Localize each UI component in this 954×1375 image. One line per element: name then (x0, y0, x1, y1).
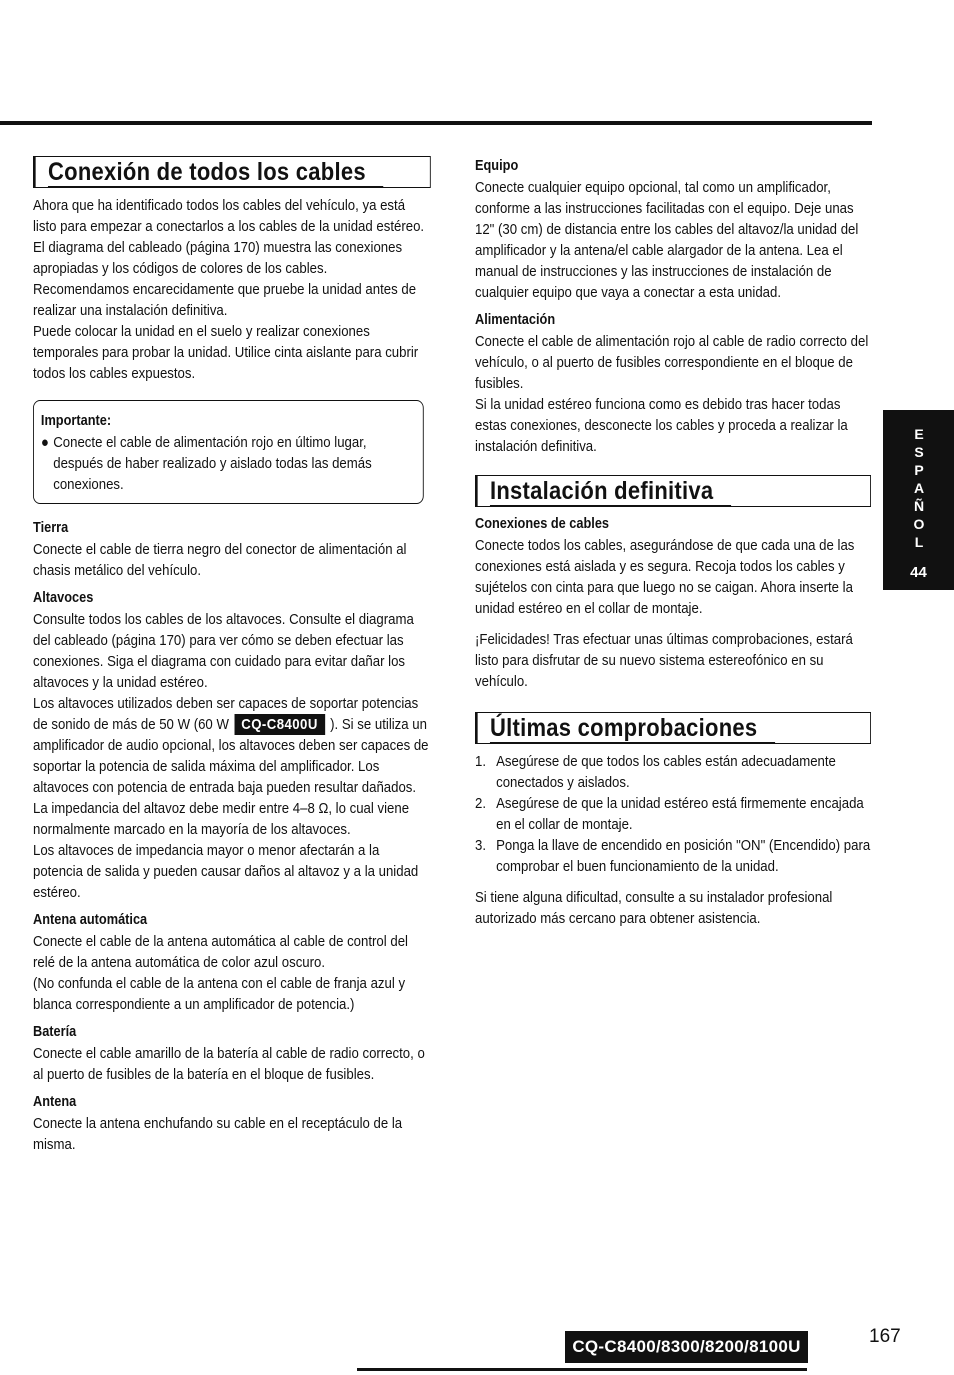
paragraph-conexiones: Conecte todos los cables, asegurándose de que cada una de las conexiones está aislada y es segura. Recoja todos los cables y sujételos con cinta para que luego no se caigan. Ahora inserte la unidad estéreo en el collar de montaje. (475, 537, 855, 617)
section-title-conexion: Conexión de todos los cables (33, 156, 431, 188)
section-title-ultimas: Últimas comprobaciones (475, 712, 871, 744)
bullet-icon: ● (40, 434, 49, 451)
checklist (475, 751, 871, 877)
paragraph-antena-automatica-2: (No confunda el cable de la antena con el cable de franja azul y blanca correspondiente a un amplificador de potencia.) (33, 975, 406, 1013)
side-tab-letters: E S P A Ñ O L (913, 426, 925, 550)
paragraph-bateria: Conecte el cable amarillo de la batería al cable de radio correcto, o al puerto de fusibles de la batería en el bloque de fusibles. (33, 1045, 425, 1083)
heading-antena: Antena (33, 1094, 77, 1110)
page-number: 167 (869, 1326, 901, 1347)
heading-equipo: Equipo (475, 158, 519, 174)
note-bullet (41, 432, 414, 495)
side-tab-number: 44 (910, 564, 927, 581)
right-column (475, 156, 871, 929)
left-column (33, 156, 431, 1155)
intro-paragraph-3: Puede colocar la unidad en el suelo y realizar conexiones temporales para probar la unidad. Utilice cinta aislante para cubrir todos los cables expuestos. (33, 323, 419, 382)
paragraph-alimentacion-1: Conecte el cable de alimentación rojo al cable de radio correcto del vehículo, o al puerto de fusibles correspondiente en el bloque de fusibles. (475, 333, 869, 392)
list-item: 3. Ponga la llave de encendido en posición "ON" (Encendido) para comprobar el buen funcionamiento de la unidad. (475, 837, 871, 875)
paragraph-equipo: Conecte cualquier equipo opcional, tal como un amplificador, conforme a las instrucciones facilitadas con el equipo. Deje unas 12" (30 cm) de distancia entre los cables del altavoz/la unidad del amplificador y la antena/el cable alargador de la antena. Lea el manual de instrucciones y las instrucciones de instalación de cualquier equipo que vaya a conectar a esta unidad. (475, 179, 859, 301)
paragraph-final: Si tiene alguna dificultad, consulte a su instalador profesional autorizado más cercano para obtener asistencia. (475, 889, 833, 927)
paragraph-felicidades: ¡Felicidades! Tras efectuar unas últimas comprobaciones, estará listo para disfrutar de su nuevo sistema estereofónico en su vehículo. (475, 631, 853, 690)
paragraph-antena: Conecte la antena enchufando su cable en el receptáculo de la misma. (33, 1115, 403, 1153)
model-badge-inline: CQ-C8400U (234, 714, 325, 735)
heading-altavoces: Altavoces (33, 590, 94, 606)
list-item: 1. Asegúrese de que todos los cables están adecuadamente conectados y aislados. (475, 753, 836, 791)
section-title-instalacion: Instalación definitiva (475, 475, 871, 507)
language-side-tab (883, 410, 954, 590)
heading-tierra: Tierra (33, 520, 69, 536)
heading-alimentacion: Alimentación (475, 312, 556, 328)
paragraph-altavoces-1: Consulte todos los cables de los altavoces. Consulte el diagrama del cableado (página 170) para ver cómo se deben efectuar las conexiones. Siga el diagrama con cuidado para evitar dañar los altavoces y la unidad estéreo. (33, 611, 414, 691)
paragraph-altavoces-3: Los altavoces de impedancia mayor o menor afectarán a la potencia de salida y pueden causar daños al altavoz y a la unidad estéreo. (33, 842, 419, 901)
heading-bateria: Batería (33, 1024, 77, 1040)
note-bullet-text: Conecte el cable de alimentación rojo en último lugar, después de haber realizado y aislado todas las demás conexiones. (53, 434, 372, 493)
note-title: Importante: (40, 413, 112, 429)
paragraph-alimentacion-2: Si la unidad estéreo funciona como es debido tras hacer todas estas conexiones, desconecte los cables y proceda a realizar la instalación definitiva. (475, 396, 848, 455)
paragraph-altavoces-2: Los altavoces utilizados deben ser capaces de soportar potencias de sonido de más de 50 W (60 W CQ-C8400U ). Si se utiliza un amplificador de audio opcional, los altavoces deben ser capaces de soportar la potencia de salida máxima del amplificador. Los altavoces con potencia de entrada baja pueden resultar dañados. La impedancia del altavoz debe medir entre 4–8 Ω, lo cual viene normalmente marcado en la mayoría de los altavoces. (33, 695, 429, 838)
top-rule (0, 121, 872, 125)
paragraph-tierra: Conecte el cable de tierra negro del conector de alimentación al chasis metálico del vehículo. (33, 541, 407, 579)
footer-rule (357, 1368, 807, 1371)
paragraph-antena-automatica-1: Conecte el cable de la antena automática al cable de control del relé de la antena automática de color azul oscuro. (33, 933, 408, 971)
important-note-box (33, 400, 424, 504)
heading-conexiones-cables: Conexiones de cables (475, 516, 610, 532)
footer-model-badge: CQ-C8400/8300/8200/8100U (565, 1331, 808, 1363)
intro-paragraph-2: Recomendamos encarecidamente que pruebe la unidad antes de realizar una instalación definitiva. (33, 281, 417, 319)
list-item: 2. Asegúrese de que la unidad estéreo está firmemente encajada en el collar de montaje. (475, 795, 864, 833)
intro-paragraph-1: Ahora que ha identificado todos los cables del vehículo, ya está listo para empezar a conectarlos a los cables de la unidad estéreo. El diagrama del cableado (página 170) muestra las conexiones apropiadas y los códigos de colores de los cables. (33, 197, 425, 277)
heading-antena-automatica: Antena automática (33, 912, 148, 928)
